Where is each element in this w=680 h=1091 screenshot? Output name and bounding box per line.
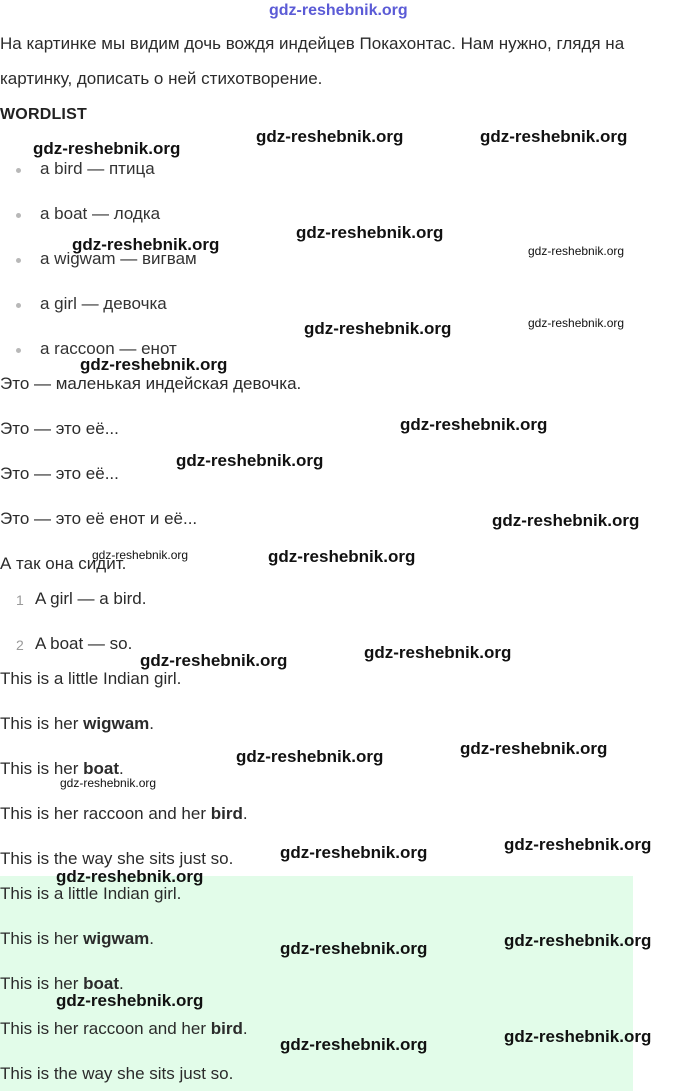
poem-ru-line: А так она сидит.: [0, 554, 127, 573]
poem-ru-line: Это — это её...: [0, 464, 119, 483]
watermark: gdz-reshebnik.org: [528, 244, 625, 258]
intro-line-1: На картинке мы видим дочь вождя индейцев Покахонтас. Нам нужно, глядя на: [0, 34, 625, 53]
watermark: gdz-reshebnik.org: [92, 548, 189, 562]
hint-text: A girl — a bird.: [35, 589, 147, 608]
top-watermark[interactable]: gdz-reshebnik.org: [269, 2, 408, 19]
wordlist-item: a girl — девочка: [40, 294, 167, 313]
watermark: gdz-reshebnik.org: [492, 511, 640, 530]
wordlist-item: a bird — птица: [40, 159, 155, 178]
watermark: gdz-reshebnik.org: [33, 139, 181, 158]
watermark: gdz-reshebnik.org: [280, 843, 428, 862]
wordlist-item: a raccoon — енот: [40, 339, 177, 358]
watermark: gdz-reshebnik.org: [140, 651, 288, 670]
watermark: gdz-reshebnik.org: [56, 991, 204, 1010]
watermark: gdz-reshebnik.org: [504, 1027, 652, 1046]
hint-text: A boat — so.: [35, 634, 133, 653]
bullet-icon: [16, 213, 21, 218]
watermark: gdz-reshebnik.org: [528, 316, 625, 330]
watermark: gdz-reshebnik.org: [268, 547, 416, 566]
bullet-icon: [16, 258, 21, 263]
answer-line-3: This is her boat.: [0, 974, 124, 993]
watermark: gdz-reshebnik.org: [236, 747, 384, 766]
wordlist-heading: WORDLIST: [0, 106, 87, 123]
bullet-icon: [16, 168, 21, 173]
poem-en-line-2: This is her wigwam.: [0, 714, 154, 733]
answer-line-5: This is the way she sits just so.: [0, 1064, 234, 1083]
poem-en-line-4: This is her raccoon and her bird.: [0, 804, 248, 823]
watermark: gdz-reshebnik.org: [256, 127, 404, 146]
poem-en-line-3: This is her boat.: [0, 759, 124, 778]
watermark: gdz-reshebnik.org: [56, 867, 204, 886]
intro-line-2: картинку, дописать о ней стихотворение.: [0, 69, 323, 88]
watermark: gdz-reshebnik.org: [296, 223, 444, 242]
watermark: gdz-reshebnik.org: [60, 776, 157, 790]
watermark: gdz-reshebnik.org: [304, 319, 452, 338]
hint-number: 1: [16, 592, 24, 608]
poem-en-line-5: This is the way she sits just so.: [0, 849, 234, 868]
watermark: gdz-reshebnik.org: [504, 931, 652, 950]
watermark: gdz-reshebnik.org: [280, 939, 428, 958]
answer-line-2: This is her wigwam.: [0, 929, 154, 948]
watermark: gdz-reshebnik.org: [480, 127, 628, 146]
answer-line-1: This is a little Indian girl.: [0, 884, 182, 903]
poem-ru-line: Это — это её енот и её...: [0, 509, 198, 528]
watermark: gdz-reshebnik.org: [504, 835, 652, 854]
watermark: gdz-reshebnik.org: [364, 643, 512, 662]
watermark: gdz-reshebnik.org: [460, 739, 608, 758]
wordlist-item: a boat — лодка: [40, 204, 161, 223]
poem-ru-line: Это — это её...: [0, 419, 119, 438]
watermark: gdz-reshebnik.org: [72, 235, 220, 254]
bullet-icon: [16, 348, 21, 353]
poem-ru-line: Это — маленькая индейская девочка.: [0, 374, 302, 393]
watermark: gdz-reshebnik.org: [80, 355, 228, 374]
watermark: gdz-reshebnik.org: [280, 1035, 428, 1054]
bullet-icon: [16, 303, 21, 308]
watermark: gdz-reshebnik.org: [176, 451, 324, 470]
wordlist-item: a wigwam — вигвам: [40, 249, 197, 268]
hint-number: 2: [16, 637, 24, 653]
answer-line-4: This is her raccoon and her bird.: [0, 1019, 248, 1038]
poem-en-line-1: This is a little Indian girl.: [0, 669, 182, 688]
watermark: gdz-reshebnik.org: [400, 415, 548, 434]
